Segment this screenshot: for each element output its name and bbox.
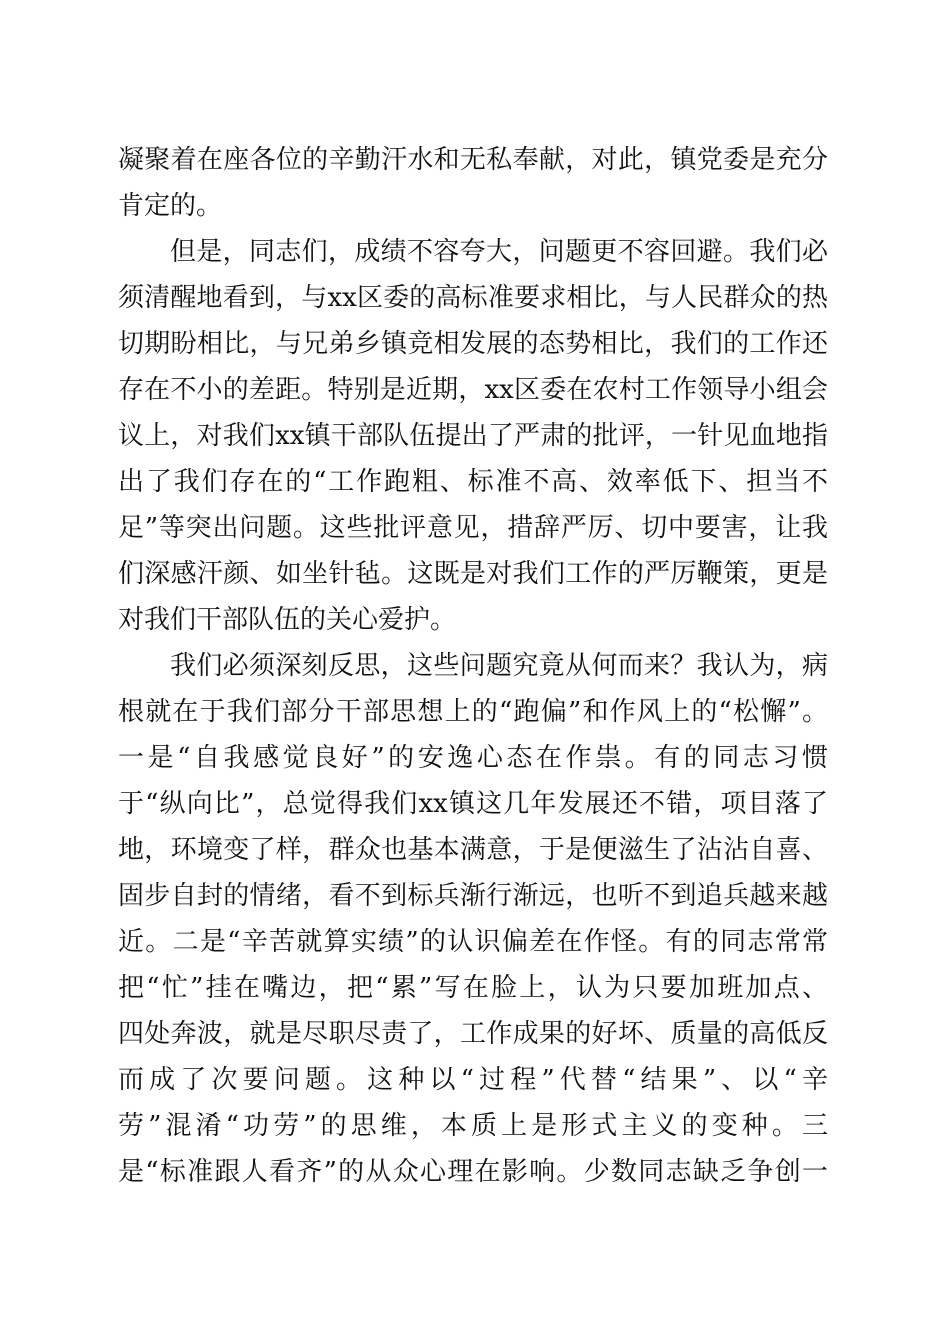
text-line: 地，环境变了样，群众也基本满意，于是便滋生了沾沾自喜、 [118, 835, 828, 865]
text-line: 对我们干部队伍的关心爱护。 [118, 605, 457, 635]
text-line: 足”等突出问题。这些批评意见，措辞严厉、切中要害，让我 [118, 513, 828, 543]
text-line: 们深感汗颜、如坐针毡。这既是对我们工作的严厉鞭策，更是 [118, 559, 828, 589]
text-line: 切期盼相比，与兄弟乡镇竞相发展的态势相比，我们的工作还 [118, 329, 828, 359]
text-line: 四处奔波，就是尽职尽责了，工作成果的好坏、质量的高低反 [118, 1019, 828, 1049]
text-line: 一是“自我感觉良好”的安逸心态在作祟。有的同志习惯 [118, 743, 828, 773]
text-line: 而成了次要问题。这种以“过程”代替“结果”、以“辛 [118, 1065, 828, 1095]
text-line: 于“纵向比”，总觉得我们xx镇这几年发展还不错，项目落了 [118, 789, 828, 819]
text-line: 肯定的。 [118, 191, 223, 221]
text-line: 出了我们存在的“工作跑粗、标准不高、效率低下、担当不 [118, 467, 828, 497]
paragraph-start-line: 但是，同志们，成绩不容夸大，问题更不容回避。我们必 [170, 237, 828, 267]
text-line: 议上，对我们xx镇干部队伍提出了严肃的批评，一针见血地指 [118, 421, 828, 451]
text-line: 把“忙”挂在嘴边，把“累”写在脸上，认为只要加班加点、 [118, 973, 828, 1003]
text-line: 是“标准跟人看齐”的从众心理在影响。少数同志缺乏争创一 [118, 1157, 828, 1187]
text-line: 近。二是“辛苦就算实绩”的认识偏差在作怪。有的同志常常 [118, 927, 828, 957]
text-line: 凝聚着在座各位的辛勤汗水和无私奉献，对此，镇党委是充分 [118, 145, 828, 175]
text-line: 须清醒地看到，与xx区委的高标准要求相比，与人民群众的热 [118, 283, 828, 313]
paragraph-start-line: 我们必须深刻反思，这些问题究竟从何而来？我认为，病 [170, 651, 828, 681]
text-line: 固步自封的情绪，看不到标兵渐行渐远，也听不到追兵越来越 [118, 881, 828, 911]
text-line: 存在不小的差距。特别是近期，xx区委在农村工作领导小组会 [118, 375, 828, 405]
text-line: 劳”混淆“功劳”的思维，本质上是形式主义的变种。三 [118, 1111, 828, 1141]
text-line: 根就在于我们部分干部思想上的“跑偏”和作风上的“松懈”。 [118, 697, 828, 727]
